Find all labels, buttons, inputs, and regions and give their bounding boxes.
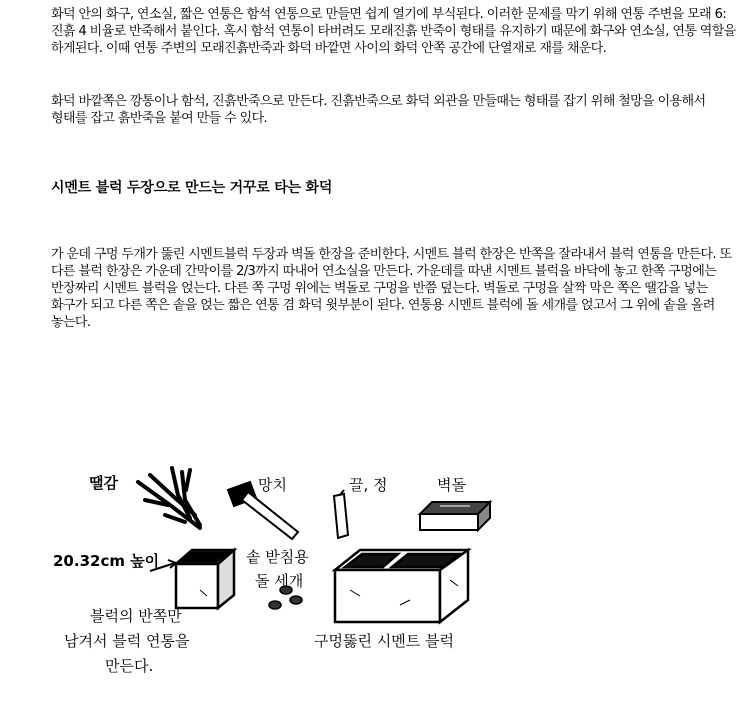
label-chisel: 끌, 정 — [349, 476, 388, 494]
firewood-icon — [138, 468, 200, 528]
holed-cement-block-icon — [335, 550, 468, 622]
label-height: 20.32cm 높이 — [53, 552, 160, 570]
label-half-block-3: 만든다. — [105, 657, 154, 675]
label-half-block-1: 블럭의 반쪽만 — [90, 607, 182, 625]
label-brick: 벽돌 — [437, 476, 466, 494]
label-pot-stones-2: 돌 세개 — [255, 572, 304, 590]
label-half-block-2: 남겨서 블럭 연통을 — [64, 632, 190, 650]
label-pot-stones-1: 솥 받침용 — [246, 548, 309, 566]
chisel-icon — [334, 490, 348, 538]
section-heading: 시멘트 블럭 두장으로 만드는 거꾸로 타는 화덕 — [51, 180, 333, 196]
label-holed-block: 구멍뚫린 시멘트 블럭 — [314, 632, 454, 650]
half-block-icon — [176, 550, 234, 608]
paragraph-block-stove-steps: 가 운데 구멍 두개가 뚫린 시멘트블럭 두장과 벽돌 한장을 준비한다. 시멘트 블럭 한장은 반쪽을 잘라내서 블럭 연통을 만든다. 또 다른 블럭 한장은 가운데 간막이를 2/3까지 따내어 연소실을 만든다. 가운데를 따낸 시멘트 블럭을 바닥에 놓고 한쪽 구멍에는 반장짜리 시멘트 블럭을 얹는다. 다른 쪽 구멍 위에는 벽돌로 구멍을 반쯤 덮는다. 벽돌로 구멍을 살짝 막은 쪽은 땔감을 넣는 화구가 되고 다른 쪽은 솥을 얹는 짧은 연통 겸 화덕 윗부분이 된다. 연통용 시멘트 블럭에 돌 세개를 얹고서 그 위에 솥을 올려 놓는다. — [51, 247, 732, 330]
paragraph-outer-shell: 화덕 바깥쪽은 깡통이나 함석, 진흙반죽으로 만든다. 진흙반죽으로 화덕 외관을 만들때는 형태를 잡기 위해 철망을 이용해서 형태를 잡고 흙반죽을 붙여 만들 수 있다. — [51, 94, 706, 126]
brick-icon — [420, 502, 490, 530]
label-firewood: 땔감 — [89, 474, 118, 492]
paragraph-mud-lining: 화덕 안의 화구, 연소실, 짧은 연통은 함석 연통으로 만들면 쉽게 열기에 부식된다. 이러한 문제를 막기 위해 연통 주변을 모래 6: 진흙 4 비율로 반죽해서 붙인다. 혹시 함석 연통이 타버려도 모래진흙 반죽이 형태를 유지하기 때문에 화구와 연소실, 연통 역할을 하게된다. 이때 연통 주변의 모래진흙반죽과 화덕 바깥면 사이의 화덕 안쪽 공간에 단열재로 재를 채운다. — [51, 7, 736, 56]
label-hammer: 망치 — [258, 476, 287, 494]
